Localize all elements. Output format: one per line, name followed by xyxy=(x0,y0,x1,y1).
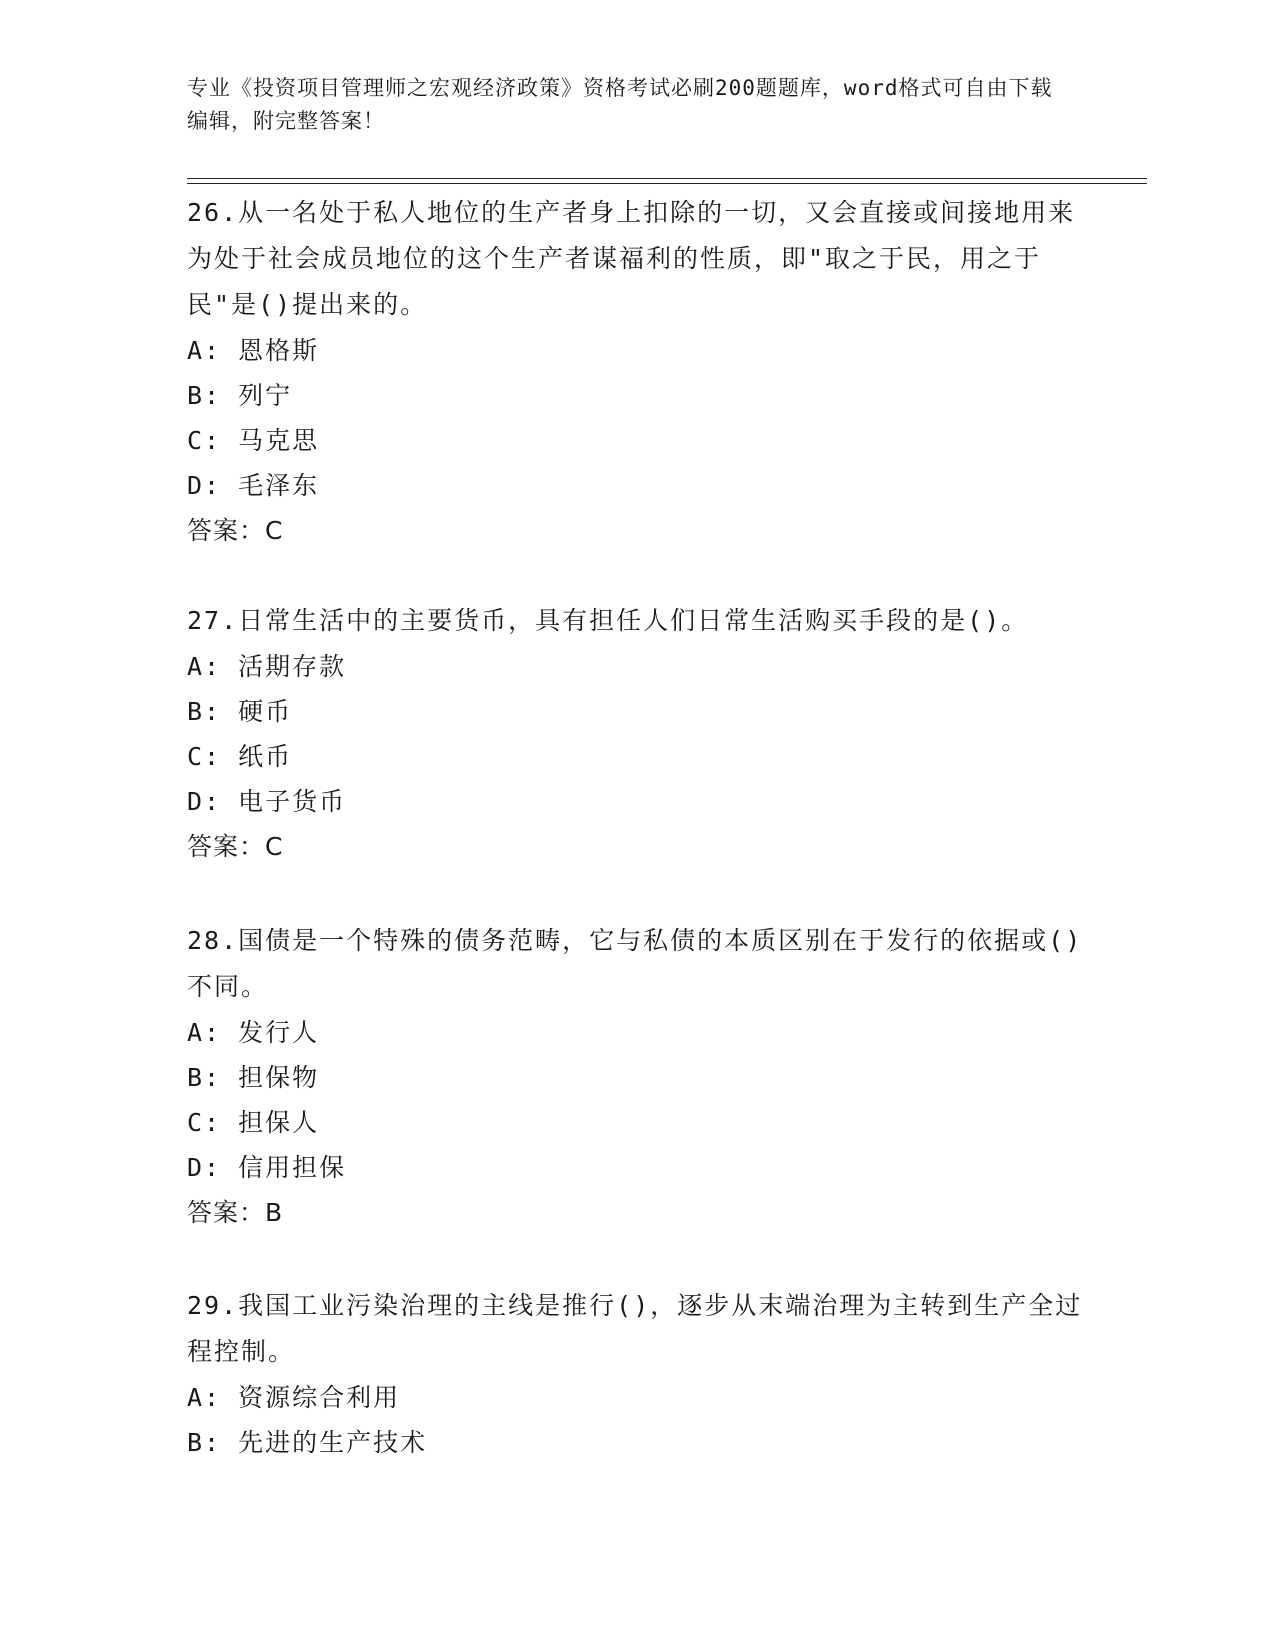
option-a: A: 活期存款 xyxy=(187,652,347,681)
question-26 xyxy=(187,190,1087,554)
document-header: 专业《投资项目管理师之宏观经济政策》资格考试必刷200题题库，word格式可自由下载编辑，附完整答案！ xyxy=(187,76,1053,133)
answer: 答案：C xyxy=(187,832,284,861)
question-stem: 28.国债是一个特殊的债务范畴，它与私债的本质区别在于发行的依据或()不同。 xyxy=(187,926,1083,1001)
question-stem: 29.我国工业污染治理的主线是推行()，逐步从末端治理为主转到生产全过程控制。 xyxy=(187,1291,1083,1366)
option-c: C: 马克思 xyxy=(187,426,320,455)
question-27 xyxy=(187,598,1087,870)
option-d: D: 电子货币 xyxy=(187,787,347,816)
option-a: A: 资源综合利用 xyxy=(187,1383,401,1412)
option-d: D: 信用担保 xyxy=(187,1153,347,1182)
question-stem: 27.日常生活中的主要货币，具有担任人们日常生活购买手段的是()。 xyxy=(187,606,1029,635)
option-c: C: 担保人 xyxy=(187,1108,320,1137)
question-28 xyxy=(187,918,1087,1236)
option-b: B: 硬币 xyxy=(187,697,293,726)
document-page xyxy=(187,0,1147,1650)
answer: 答案：C xyxy=(187,516,284,545)
option-a: A: 发行人 xyxy=(187,1018,320,1047)
option-a: A: 恩格斯 xyxy=(187,336,320,365)
option-b: B: 列宁 xyxy=(187,381,293,410)
question-29 xyxy=(187,1283,1087,1465)
option-d: D: 毛泽东 xyxy=(187,471,320,500)
header-divider-bottom xyxy=(187,183,1147,184)
question-stem: 26.从一名处于私人地位的生产者身上扣除的一切，又会直接或间接地用来为处于社会成员地位的这个生产者谋福利的性质，即"取之于民，用之于民"是()提出来的。 xyxy=(187,198,1076,319)
answer: 答案：B xyxy=(187,1198,284,1227)
option-b: B: 先进的生产技术 xyxy=(187,1428,428,1457)
option-c: C: 纸币 xyxy=(187,742,293,771)
header-divider-top xyxy=(187,178,1147,179)
option-b: B: 担保物 xyxy=(187,1063,320,1092)
